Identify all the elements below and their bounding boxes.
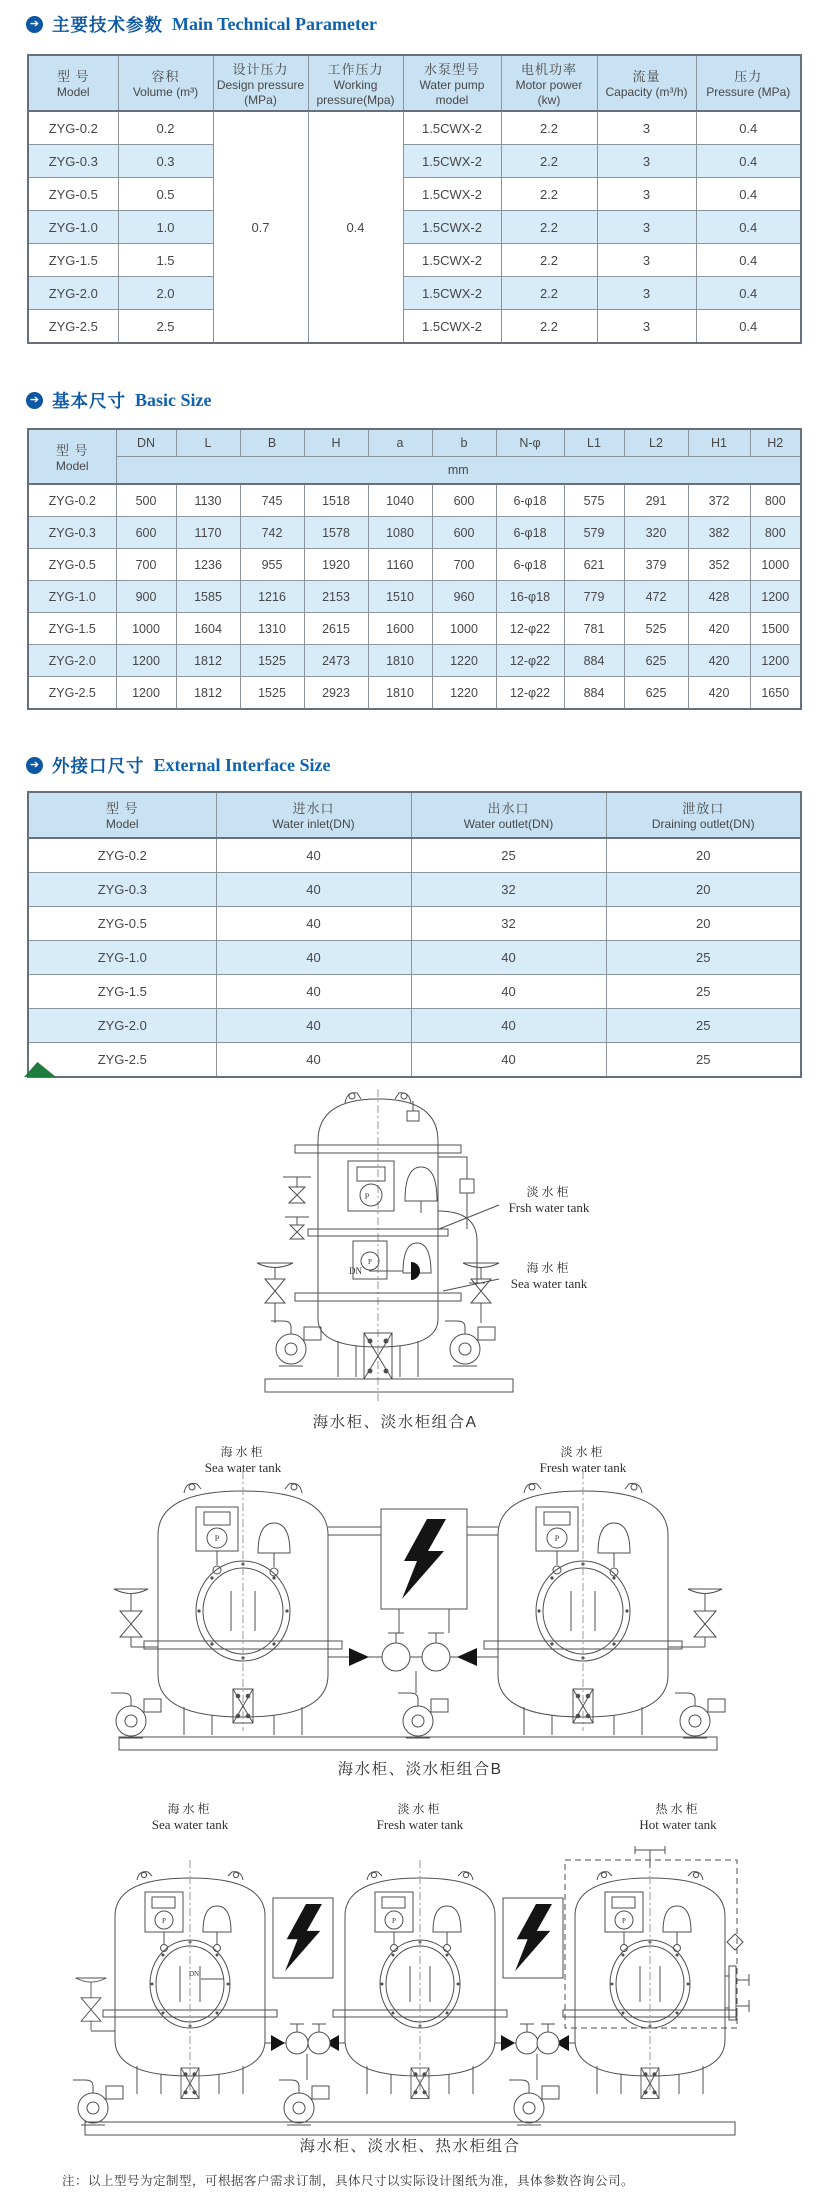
table-cell: 32: [411, 873, 606, 907]
table-cell: 955: [240, 549, 304, 581]
table-row: [28, 211, 801, 244]
table-cell: 12-φ22: [496, 645, 564, 677]
table-cell: 742: [240, 517, 304, 549]
header-row: [28, 55, 801, 111]
table-cell: 2.2: [501, 111, 597, 145]
table-cell: 1160: [368, 549, 432, 581]
label-fresh-water-tank: 淡水柜 Frsh water tank: [508, 1185, 590, 1215]
column-header: 电机功率 Motor power (kw): [501, 55, 597, 111]
table-row: [28, 645, 801, 677]
column-header: N-φ: [496, 429, 564, 457]
table-cell: 1.5CWX-2: [403, 111, 501, 145]
table-cell: 1.5CWX-2: [403, 277, 501, 310]
table-cell: ZYG-2.0: [28, 1009, 216, 1043]
column-header: 设计压力 Design pressure (MPa): [213, 55, 308, 111]
table-cell: 2923: [304, 677, 368, 710]
table-cell: 1.5CWX-2: [403, 178, 501, 211]
table-cell: 1216: [240, 581, 304, 613]
table-cell: 0.4: [696, 244, 801, 277]
table-cell: 781: [564, 613, 624, 645]
table-cell: 1500: [750, 613, 801, 645]
table-cell: 1518: [304, 484, 368, 517]
column-header: H1: [688, 429, 750, 457]
svg-text:P: P: [162, 1917, 166, 1925]
section-title-zh: 主要技术参数: [52, 15, 163, 35]
table-cell: 1810: [368, 645, 432, 677]
table-cell: ZYG-0.2: [28, 484, 116, 517]
header-unit-row: [28, 457, 801, 485]
table-cell: ZYG-0.5: [28, 549, 116, 581]
column-header: 型 号 Model: [28, 55, 118, 111]
table-row: [28, 907, 801, 941]
table-cell: 3: [597, 111, 696, 145]
table-cell: 1080: [368, 517, 432, 549]
label-hot-water-tank: 热水柜 Hot water tank: [639, 1802, 717, 1832]
table-cell: 1.5CWX-2: [403, 211, 501, 244]
table-cell: 3: [597, 211, 696, 244]
table-row: [28, 1043, 801, 1078]
label-fresh-water-tank: 淡水柜 Fresh water tank: [539, 1445, 627, 1475]
table-cell: 25: [606, 1043, 801, 1078]
table-cell: 2.2: [501, 211, 597, 244]
table-cell: 0.5: [118, 178, 213, 211]
basic-size-table: [27, 428, 802, 710]
table-cell: 1510: [368, 581, 432, 613]
table-cell: 6-φ18: [496, 517, 564, 549]
table-cell: 6-φ18: [496, 549, 564, 581]
column-header: H: [304, 429, 368, 457]
table-cell: 420: [688, 645, 750, 677]
table-cell: ZYG-0.5: [28, 178, 118, 211]
table-cell: ZYG-1.5: [28, 975, 216, 1009]
section-title-external-interface-size: [26, 753, 330, 778]
table-cell: 3: [597, 310, 696, 344]
table-cell: 1310: [240, 613, 304, 645]
table-cell: 20: [606, 838, 801, 873]
table-cell: 0.4: [696, 145, 801, 178]
table-cell: ZYG-2.5: [28, 310, 118, 344]
table-cell: 472: [624, 581, 688, 613]
table-cell: 25: [606, 1009, 801, 1043]
svg-text:P: P: [622, 1917, 626, 1925]
column-header: L1: [564, 429, 624, 457]
table-cell: 1812: [176, 645, 240, 677]
table-cell: 2.2: [501, 178, 597, 211]
section-title-zh: 外接口尺寸: [52, 756, 145, 776]
table-cell: 12-φ22: [496, 677, 564, 710]
table-cell: ZYG-0.3: [28, 145, 118, 178]
table-cell: 0.4: [308, 111, 403, 343]
table-cell: 884: [564, 645, 624, 677]
table-row: [28, 613, 801, 645]
label-sea-water-tank: 海水柜 Sea water tank: [510, 1261, 588, 1291]
table-cell: 1.5CWX-2: [403, 310, 501, 344]
table-cell: ZYG-0.2: [28, 111, 118, 145]
table-cell: 1236: [176, 549, 240, 581]
table-cell: ZYG-1.5: [28, 613, 116, 645]
table-cell: 379: [624, 549, 688, 581]
table-cell: 428: [688, 581, 750, 613]
header-row: [28, 429, 801, 457]
diagram-a-caption: 海水柜、淡水柜组合A: [312, 1414, 478, 1431]
table-cell: 291: [624, 484, 688, 517]
column-header: 容积 Volume (m³): [118, 55, 213, 111]
table-cell: 320: [624, 517, 688, 549]
table-cell: 40: [411, 1009, 606, 1043]
table-row: [28, 581, 801, 613]
svg-text:P: P: [554, 1534, 560, 1543]
table-row: [28, 310, 801, 344]
unit-header: mm: [116, 457, 801, 485]
table-cell: 40: [216, 838, 411, 873]
table-cell: 1220: [432, 677, 496, 710]
table-cell: 960: [432, 581, 496, 613]
diagram-c: [73, 1800, 757, 2136]
table-cell: 1585: [176, 581, 240, 613]
table-cell: 745: [240, 484, 304, 517]
table-cell: 1130: [176, 484, 240, 517]
diagram-b-drawing: [103, 1441, 733, 1756]
diagram-a-drawing: [253, 1083, 603, 1408]
table-row: [28, 244, 801, 277]
arrow-bullet-icon: ➔: [26, 16, 43, 33]
column-header: H2: [750, 429, 801, 457]
table-row: [28, 975, 801, 1009]
table-cell: 372: [688, 484, 750, 517]
table-cell: 3: [597, 244, 696, 277]
table-cell: 40: [216, 907, 411, 941]
table-cell: 884: [564, 677, 624, 710]
table-cell: 500: [116, 484, 176, 517]
table-cell: ZYG-1.0: [28, 211, 118, 244]
table-cell: 20: [606, 907, 801, 941]
diagram-a: [253, 1083, 603, 1408]
section-title-en: External Interface Size: [153, 755, 331, 775]
table-row: [28, 873, 801, 907]
diagram-c-drawing: [73, 1838, 757, 2136]
svg-text:P: P: [368, 1258, 372, 1266]
section-title-en: Basic Size: [135, 390, 212, 410]
table-cell: 600: [432, 484, 496, 517]
table-cell: 1200: [750, 645, 801, 677]
table-cell: 1810: [368, 677, 432, 710]
table-cell: 420: [688, 613, 750, 645]
table-cell: 1604: [176, 613, 240, 645]
table-cell: 525: [624, 613, 688, 645]
table-cell: 0.4: [696, 277, 801, 310]
table-cell: 3: [597, 277, 696, 310]
table-cell: 25: [411, 838, 606, 873]
table-cell: 700: [432, 549, 496, 581]
table-cell: 575: [564, 484, 624, 517]
table-cell: 2.2: [501, 145, 597, 178]
table-cell: 1920: [304, 549, 368, 581]
table-cell: 3: [597, 178, 696, 211]
table-cell: ZYG-0.3: [28, 873, 216, 907]
table-cell: 2.2: [501, 310, 597, 344]
arrow-bullet-icon: ➔: [26, 757, 43, 774]
table-cell: 600: [432, 517, 496, 549]
label-fresh-water-tank: 淡水柜 Fresh water tank: [376, 1802, 464, 1832]
table-cell: 1525: [240, 645, 304, 677]
table-cell: 900: [116, 581, 176, 613]
table-cell: 40: [216, 1043, 411, 1078]
table-cell: ZYG-1.0: [28, 941, 216, 975]
table-cell: 2.0: [118, 277, 213, 310]
table-cell: 420: [688, 677, 750, 710]
table-cell: 800: [750, 484, 801, 517]
diagram-b-caption: 海水柜、淡水柜组合B: [337, 1761, 503, 1778]
diagram-c-caption: 海水柜、淡水柜、热水柜组合: [299, 2138, 521, 2155]
table-cell: 40: [216, 975, 411, 1009]
table-cell: 16-φ18: [496, 581, 564, 613]
table-cell: 0.7: [213, 111, 308, 343]
table-row: [28, 1009, 801, 1043]
table-cell: 40: [411, 1043, 606, 1078]
table-cell: 2473: [304, 645, 368, 677]
label-sea-water-tank: 海水柜 Sea water tank: [151, 1802, 229, 1832]
table-cell: 1578: [304, 517, 368, 549]
table-cell: ZYG-2.0: [28, 277, 118, 310]
table-cell: 1040: [368, 484, 432, 517]
table-cell: 20: [606, 873, 801, 907]
table-cell: 800: [750, 517, 801, 549]
table-row: [28, 941, 801, 975]
table-row: [28, 178, 801, 211]
column-header: b: [432, 429, 496, 457]
table-cell: 1000: [750, 549, 801, 581]
table-row: [28, 549, 801, 581]
section-title-basic-size: [26, 388, 212, 413]
table-row: [28, 277, 801, 310]
table-cell: 1.5: [118, 244, 213, 277]
table-cell: 625: [624, 677, 688, 710]
svg-text:DN: DN: [189, 1970, 200, 1978]
section-title-zh: 基本尺寸: [52, 391, 126, 411]
table-cell: 2.5: [118, 310, 213, 344]
external-interface-size-table: [27, 791, 802, 1078]
column-header: a: [368, 429, 432, 457]
column-header: 型 号 Model: [28, 429, 116, 484]
table-cell: 2.2: [501, 277, 597, 310]
table-cell: 0.4: [696, 111, 801, 145]
table-cell: 1220: [432, 645, 496, 677]
table-cell: ZYG-0.5: [28, 907, 216, 941]
table-cell: 2153: [304, 581, 368, 613]
table-cell: 25: [606, 941, 801, 975]
table-cell: 6-φ18: [496, 484, 564, 517]
column-header: 水泵型号 Water pump model: [403, 55, 501, 111]
table-cell: 1170: [176, 517, 240, 549]
table-cell: 1.5CWX-2: [403, 145, 501, 178]
table-cell: 1200: [750, 581, 801, 613]
table-cell: 700: [116, 549, 176, 581]
section-title-main-technical-parameter: [26, 12, 377, 37]
table-cell: 1000: [432, 613, 496, 645]
column-header: DN: [116, 429, 176, 457]
table-cell: 1650: [750, 677, 801, 710]
table-cell: 382: [688, 517, 750, 549]
table-cell: 40: [411, 941, 606, 975]
table-cell: ZYG-1.5: [28, 244, 118, 277]
column-header: L: [176, 429, 240, 457]
table-cell: 0.4: [696, 211, 801, 244]
table-cell: 3: [597, 145, 696, 178]
table-cell: ZYG-2.5: [28, 677, 116, 710]
table-cell: 2615: [304, 613, 368, 645]
table-cell: 625: [624, 645, 688, 677]
header-row: [28, 792, 801, 838]
section-title-en: Main Technical Parameter: [172, 14, 377, 34]
table-cell: 621: [564, 549, 624, 581]
table-cell: ZYG-0.3: [28, 517, 116, 549]
table-row: [28, 677, 801, 710]
table-cell: 352: [688, 549, 750, 581]
column-header: 工作压力 Working pressure(Mpa): [308, 55, 403, 111]
svg-text:P: P: [364, 1192, 370, 1201]
column-header: 出水口 Water outlet(DN): [411, 792, 606, 838]
table-cell: 0.3: [118, 145, 213, 178]
table-cell: 1.5CWX-2: [403, 244, 501, 277]
table-row: [28, 517, 801, 549]
diagram-b: [103, 1441, 733, 1756]
column-header: 泄放口 Draining outlet(DN): [606, 792, 801, 838]
table-cell: 40: [216, 873, 411, 907]
footnote: 注：以上型号为定制型，可根据客户需求订制，具体尺寸以实际设计图纸为准，具体参数咨询公司。: [62, 2173, 635, 2188]
svg-text:DN: DN: [349, 1266, 362, 1276]
column-header: 压力 Pressure (MPa): [696, 55, 801, 111]
table-cell: 25: [606, 975, 801, 1009]
column-header: L2: [624, 429, 688, 457]
table-cell: 0.4: [696, 178, 801, 211]
table-cell: 1200: [116, 645, 176, 677]
table-cell: 779: [564, 581, 624, 613]
table-cell: 40: [216, 1009, 411, 1043]
table-row: [28, 111, 801, 145]
arrow-bullet-icon: ➔: [26, 392, 43, 409]
table-row: [28, 145, 801, 178]
table-row: [28, 484, 801, 517]
table-cell: 1600: [368, 613, 432, 645]
table-cell: 579: [564, 517, 624, 549]
table-cell: 1525: [240, 677, 304, 710]
table-cell: 2.2: [501, 244, 597, 277]
table-cell: ZYG-1.0: [28, 581, 116, 613]
svg-text:P: P: [214, 1534, 220, 1543]
main-technical-parameter-table: [27, 54, 802, 344]
column-header: B: [240, 429, 304, 457]
table-cell: 1.0: [118, 211, 213, 244]
table-cell: ZYG-2.0: [28, 645, 116, 677]
label-sea-water-tank: 海水柜 Sea water tank: [204, 1445, 282, 1475]
table-cell: 1000: [116, 613, 176, 645]
table-row: [28, 838, 801, 873]
svg-text:P: P: [392, 1917, 396, 1925]
table-cell: 40: [411, 975, 606, 1009]
table-cell: ZYG-0.2: [28, 838, 216, 873]
table-cell: 600: [116, 517, 176, 549]
table-cell: 40: [216, 941, 411, 975]
table-cell: 0.4: [696, 310, 801, 344]
column-header: 流量 Capacity (m³/h): [597, 55, 696, 111]
table-cell: 1200: [116, 677, 176, 710]
table-cell: 32: [411, 907, 606, 941]
table-cell: 1812: [176, 677, 240, 710]
table-cell: 0.2: [118, 111, 213, 145]
column-header: 进水口 Water inlet(DN): [216, 792, 411, 838]
table-cell: 12-φ22: [496, 613, 564, 645]
column-header: 型 号 Model: [28, 792, 216, 838]
table-cell: ZYG-2.5: [28, 1043, 216, 1078]
